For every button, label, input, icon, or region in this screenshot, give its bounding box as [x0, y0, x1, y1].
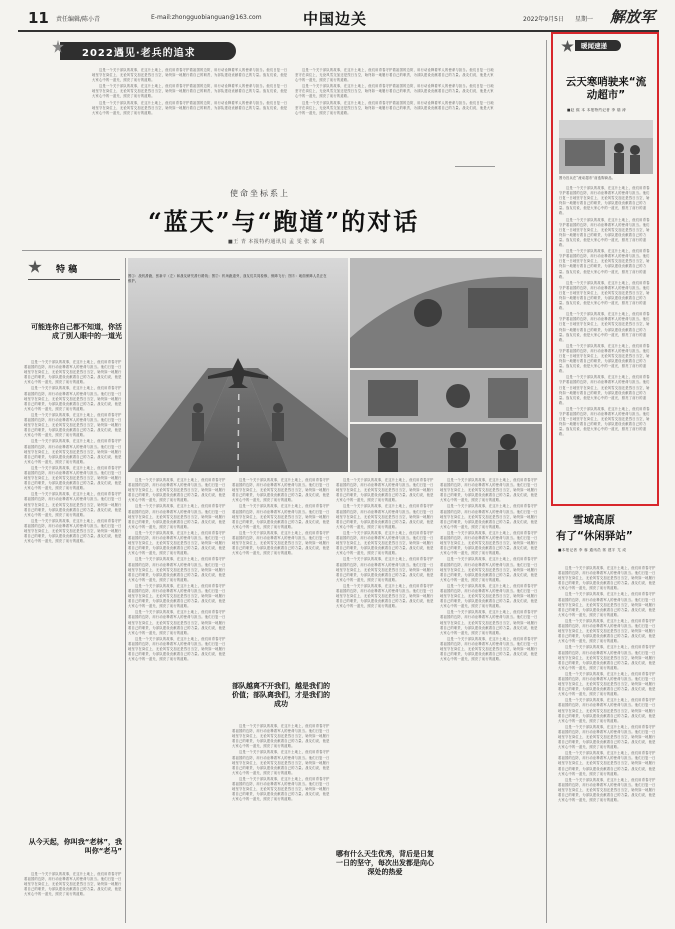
paragraph: 这是一个关于部队的故事，在这片土地上，他们用青春守护着祖国的边防，用行动诠释着军人的使命与担当。他们日复一日地坚守在岗位上，无论风雪交加还是烈日当空，始终如一地履行着自己的职责，为部队建设贡献着自己的力量。战友们说，他是大家心中的一道光，照亮了前行的道路。	[559, 280, 650, 311]
editor-credit: 责任编辑/陈小青	[56, 16, 101, 23]
paragraph: 这是一个关于部队的故事，在这片土地上，他们用青春守护着祖国的边防，用行动诠释着军人的使命与担当。他们日复一日地坚守在岗位上，无论风雪交加还是烈日当空，始终如一地履行着自己的职责，为部队建设贡献着自己的力量。战友们说，他是大家心中的一道光，照亮了前行的道路。	[559, 249, 650, 279]
paragraph: 这是一个关于部队的故事，在这片土地上，他们用青春守护着祖国的边防，用行动诠释着军人的使命与担当。他们日复一日地坚守在岗位上，无论风雪交加还是烈日当空，始终如一地履行着自己的职责，为部队建设贡献着自己的力量。战友们说，他是大家心中的一道光，照亮了前行的道路。	[558, 724, 656, 750]
right-box-label: 暖闻速递	[581, 42, 607, 50]
paragraph: 这是一个关于部队的故事，在这片土地上，他们用青春守护着祖国的边防，用行动诠释着军人的使命与担当。他们日复一日地坚守在岗位上，无论风雪交加还是烈日当空，始终如一地履行着自己的职责，为部队建设贡献着自己的力量。战友们说，他是大家心中的一道光，照亮了前行的道路。	[559, 186, 650, 216]
paragraph: 这是一个关于部队的故事，在这片土地上，他们用青春守护着祖国的边防，用行动诠释着军人的使命与担当。他们日复一日地坚守在岗位上，无论风雪交加还是烈日当空，始终如一地履行着自己的职责，为部队建设贡献着自己的力量。战友们说，他是大家心中的一道光，照亮了前行的道路。	[24, 872, 122, 897]
paragraph: 这是一个关于部队的故事，在这片土地上，他们用青春守护着祖国的边防，用行动诠释着军人的使命与担当。他们日复一日地坚守在岗位上，无论风雪交加还是烈日当空，始终如一地履行着自己的职责，为部队建设贡献着自己的力量。战友们说，他是大家心中的一道光，照亮了前行的道路。	[336, 530, 434, 556]
subhead-1: 可能连你自己都不知道，你活成了别人眼中的一道光	[31, 323, 122, 340]
email: E-mail:zhongguobianguan@163.com	[151, 14, 262, 21]
paper-logo: 解放军	[610, 8, 656, 26]
mid-col-4	[440, 478, 540, 918]
paragraph: 这是一个关于部队的故事，在这片土地上，他们用青春守护着祖国的边防，用行动诠释着军人的使命与担当。他们日复一日地坚守在岗位上，无论风雪交加还是烈日当空，始终如一地履行着自己的职责，为部队建设贡献着自己的力量。战友们说，他是大家心中的一道光，照亮了前行的道路。	[295, 100, 494, 115]
mid-col-1	[128, 478, 226, 918]
mid-col-3	[336, 478, 434, 838]
right-news-box	[551, 32, 659, 506]
paragraph: 这是一个关于部队的故事，在这片土地上，他们用青春守护着祖国的边防，用行动诠释着军人的使命与担当。他们日复一日地坚守在岗位上，无论风雪交加还是烈日当空，始终如一地履行着自己的职责，为部队建设贡献着自己的力量。战友们说，他是大家心中的一道光，照亮了前行的道路。	[336, 557, 434, 582]
paragraph: 这是一个关于部队的故事，在这片土地上，他们用青春守护着祖国的边防，用行动诠释着军人的使命与担当。他们日复一日地坚守在岗位上，无论风雪交加还是烈日当空，始终如一地履行着自己的职责，为部队建设贡献着自己的力量。战友们说，他是大家心中的一道光，照亮了前行的道路。	[440, 583, 538, 609]
paragraph: 这是一个关于部队的故事，在这片土地上，他们用青春守护着祖国的边防，用行动诠释着军人的使命与担当。他们日复一日地坚守在岗位上，无论风雪交加还是烈日当空，始终如一地履行着自己的职责，为部队建设贡献着自己的力量。战友们说，他是大家心中的一道光，照亮了前行的道路。	[24, 439, 122, 464]
paragraph: 这是一个关于部队的故事，在这片土地上，他们用青春守护着祖国的边防，用行动诠释着军人的使命与担当。他们日复一日地坚守在岗位上，无论风雪交加还是烈日当空，始终如一地履行着自己的职责，为部队建设贡献着自己的力量。战友们说，他是大家心中的一道光，照亮了前行的道路。	[558, 671, 656, 697]
paragraph: 这是一个关于部队的故事，在这片土地上，他们用青春守护着祖国的边防，用行动诠释着军人的使命与担当。他们日复一日地坚守在岗位上，无论风雪交加还是烈日当空，始终如一地履行着自己的职责，为部队建设贡献着自己的力量。战友们说，他是大家心中的一道光，照亮了前行的道路。	[128, 636, 226, 662]
section-title: 中国边关	[303, 10, 368, 28]
date: 2022年9月5日	[523, 16, 564, 23]
paragraph: 这是一个关于部队的故事，在这片土地上，他们用青春守护着祖国的边防，用行动诠释着军人的使命与担当。他们日复一日地坚守在岗位上，无论风雪交加还是烈日当空，始终如一地履行着自己的职责，为部队建设贡献着自己的力量。战友们说，他是大家心中的一道光，照亮了前行的道路。	[232, 478, 330, 503]
paragraph: 这是一个关于部队的故事，在这片土地上，他们用青春守护着祖国的边防，用行动诠释着军人的使命与担当。他们日复一日地坚守在岗位上，无论风雪交加还是烈日当空，始终如一地履行着自己的职责，为部队建设贡献着自己的力量。战友们说，他是大家心中的一道光，照亮了前行的道路。	[440, 530, 538, 556]
right-bottom-headline-2: 有了“休闲驿站”	[556, 530, 633, 542]
banner	[60, 42, 236, 60]
right-box-label-bar	[575, 40, 621, 51]
paragraph: 这是一个关于部队的故事，在这片土地上，他们用青春守护着祖国的边防，用行动诠释着军人的使命与担当。他们日复一日地坚守在岗位上，无论风雪交加还是烈日当空，始终如一地履行着自己的职责，为部队建设贡献着自己的力量。战友们说，他是大家心中的一道光，照亮了前行的道路。	[24, 465, 122, 491]
feature-rule	[22, 250, 542, 251]
banner-title: 2022遇见·老兵的追求	[82, 48, 196, 59]
paragraph: 这是一个关于部队的故事，在这片土地上，他们用青春守护着祖国的边防，用行动诠释着军人的使命与担当。他们日复一日地坚守在岗位上，无论风雪交加还是烈日当空，始终如一地履行着自己的职责，为部队建设贡献着自己的力量。战友们说，他是大家心中的一道光，照亮了前行的道路。	[440, 636, 538, 662]
paragraph: 这是一个关于部队的故事，在这片土地上，他们用青春守护着祖国的边防，用行动诠释着军人的使命与担当。他们日复一日地坚守在岗位上，无论风雪交加还是烈日当空，始终如一地履行着自己的职责，为部队建设贡献着自己的力量。战友们说，他是大家心中的一道光，照亮了前行的道路。	[232, 750, 330, 775]
feature-byline: ■王 青 本报特约通讯员 孟 雯 张 家 禹	[228, 239, 325, 245]
paragraph: 这是一个关于部队的故事，在这片土地上，他们用青春守护着祖国的边防，用行动诠释着军人的使命与担当。他们日复一日地坚守在岗位上，无论风雪交加还是烈日当空，始终如一地履行着自己的职责，为部队建设贡献着自己的力量。战友们说，他是大家心中的一道光，照亮了前行的道路。	[440, 504, 538, 529]
paragraph: 这是一个关于部队的故事，在这片土地上，他们用青春守护着祖国的边防，用行动诠释着军人的使命与担当。他们日复一日地坚守在岗位上，无论风雪交加还是烈日当空，始终如一地履行着自己的职责，为部队建设贡献着自己的力量。战友们说，他是大家心中的一道光，照亮了前行的道路。	[295, 68, 494, 83]
special-emblem-icon	[28, 260, 42, 274]
paragraph: 这是一个关于部队的故事，在这片土地上，他们用青春守护着祖国的边防，用行动诠释着军人的使命与担当。他们日复一日地坚守在岗位上，无论风雪交加还是烈日当空，始终如一地履行着自己的职责，为部队建设贡献着自己的力量。战友们说，他是大家心中的一道光，照亮了前行的道路。	[336, 478, 434, 503]
paragraph: 这是一个关于部队的故事，在这片土地上，他们用青春守护着祖国的边防，用行动诠释着军人的使命与担当。他们日复一日地坚守在岗位上，无论风雪交加还是烈日当空，始终如一地履行着自己的职责，为部队建设贡献着自己的力量。战友们说，他是大家心中的一道光，照亮了前行的道路。	[232, 724, 330, 749]
paragraph: 这是一个关于部队的故事，在这片土地上，他们用青春守护着祖国的边防，用行动诠释着军人的使命与担当。他们日复一日地坚守在岗位上，无论风雪交加还是烈日当空，始终如一地履行着自己的职责，为部队建设贡献着自己的力量。战友们说，他是大家心中的一道光，照亮了前行的道路。	[559, 343, 650, 374]
paragraph: 这是一个关于部队的故事，在这片土地上，他们用青春守护着祖国的边防，用行动诠释着军人的使命与担当。他们日复一日地坚守在岗位上，无论风雪交加还是烈日当空，始终如一地履行着自己的职责，为部队建设贡献着自己的力量。战友们说，他是大家心中的一道光，照亮了前行的道路。	[558, 566, 656, 591]
column-divider	[125, 258, 126, 923]
special-rule	[28, 279, 120, 280]
mid-col-2-bottom	[232, 724, 330, 920]
weekday: 星期一	[575, 16, 594, 23]
right-box-emblem-icon	[561, 40, 574, 53]
right-box-byline: ■赵 熙 本 本报特约记者 李 瑞 涛	[567, 108, 627, 112]
paragraph: 这是一个关于部队的故事，在这片土地上，他们用青春守护着祖国的边防，用行动诠释着军人的使命与担当。他们日复一日地坚守在岗位上，无论风雪交加还是烈日当空，始终如一地履行着自己的职责，为部队建设贡献着自己的力量。战友们说，他是大家心中的一道光，照亮了前行的道路。	[336, 504, 434, 529]
paragraph: 这是一个关于部队的故事，在这片土地上，他们用青春守护着祖国的边防，用行动诠释着军人的使命与担当。他们日复一日地坚守在岗位上，无论风雪交加还是烈日当空，始终如一地履行着自己的职责，为部队建设贡献着自己的力量。战友们说，他是大家心中的一道光，照亮了前行的道路。	[128, 557, 226, 582]
paragraph: 这是一个关于部队的故事，在这片土地上，他们用青春守护着祖国的边防，用行动诠释着军人的使命与担当。他们日复一日地坚守在岗位上，无论风雪交加还是烈日当空，始终如一地履行着自己的职责，为部队建设贡献着自己的力量。战友们说，他是大家心中的一道光，照亮了前行的道路。	[128, 478, 226, 503]
right-bottom-headline-1: 雪域高原	[573, 514, 615, 526]
top-article-col-1	[92, 68, 288, 164]
right-bottom-body	[558, 566, 658, 922]
paragraph: 这是一个关于部队的故事，在这片土地上，他们用青春守护着祖国的边防，用行动诠释着军人的使命与担当。他们日复一日地坚守在岗位上，无论风雪交加还是烈日当空，始终如一地履行着自己的职责，为部队建设贡献着自己的力量。战友们说，他是大家心中的一道光，照亮了前行的道路。	[440, 610, 538, 635]
paragraph: 这是一个关于部队的故事，在这片土地上，他们用青春守护着祖国的边防，用行动诠释着军人的使命与担当。他们日复一日地坚守在岗位上，无论风雪交加还是烈日当空，始终如一地履行着自己的职责，为部队建设贡献着自己的力量。战友们说，他是大家心中的一道光，照亮了前行的道路。	[558, 645, 656, 670]
paragraph: 这是一个关于部队的故事，在这片土地上，他们用青春守护着祖国的边防，用行动诠释着军人的使命与担当。他们日复一日地坚守在岗位上，无论风雪交加还是烈日当空，始终如一地履行着自己的职责，为部队建设贡献着自己的力量。战友们说，他是大家心中的一道光，照亮了前行的道路。	[559, 217, 650, 248]
paragraph: 这是一个关于部队的故事，在这片土地上，他们用青春守护着祖国的边防，用行动诠释着军人的使命与担当。他们日复一日地坚守在岗位上，无论风雪交加还是烈日当空，始终如一地履行着自己的职责，为部队建设贡献着自己的力量。战友们说，他是大家心中的一道光，照亮了前行的道路。	[559, 406, 650, 437]
paragraph: 这是一个关于部队的故事，在这片土地上，他们用青春守护着祖国的边防，用行动诠释着军人的使命与担当。他们日复一日地坚守在岗位上，无论风雪交加还是烈日当空，始终如一地履行着自己的职责，为部队建设贡献着自己的力量。战友们说，他是大家心中的一道光，照亮了前行的道路。	[92, 84, 288, 99]
paragraph: 这是一个关于部队的故事，在这片土地上，他们用青春守护着祖国的边防，用行动诠释着军人的使命与担当。他们日复一日地坚守在岗位上，无论风雪交加还是烈日当空，始终如一地履行着自己的职责，为部队建设贡献着自己的力量。战友们说，他是大家心中的一道光，照亮了前行的道路。	[232, 776, 330, 802]
masthead	[8, 6, 668, 28]
right-box-headline: 云天寒哨驶来“流动超市”	[565, 76, 647, 101]
pull-quote-1: 部队越离不开我们，越是我们的价值；部队离我们，才是我们的成功	[232, 682, 330, 708]
photo-collage	[128, 258, 542, 472]
paragraph: 这是一个关于部队的故事，在这片土地上，他们用青春守护着祖国的边防，用行动诠释着军人的使命与担当。他们日复一日地坚守在岗位上，无论风雪交加还是烈日当空，始终如一地履行着自己的职责，为部队建设贡献着自己的力量。战友们说，他是大家心中的一道光，照亮了前行的道路。	[24, 360, 122, 385]
paragraph: 这是一个关于部队的故事，在这片土地上，他们用青春守护着祖国的边防，用行动诠释着军人的使命与担当。他们日复一日地坚守在岗位上，无论风雪交加还是烈日当空，始终如一地履行着自己的职责，为部队建设贡献着自己的力量。战友们说，他是大家心中的一道光，照亮了前行的道路。	[559, 375, 650, 405]
photo-caption: 图①：战机滑跑，张新平（左）和战友研究滑行路线；图②：机场跑道旁，战友们共同检修，保障飞行；图③：地面保障人员正在维护。	[128, 274, 327, 284]
paragraph: 这是一个关于部队的故事，在这片土地上，他们用青春守护着祖国的边防，用行动诠释着军人的使命与担当。他们日复一日地坚守在岗位上，无论风雪交加还是烈日当空，始终如一地履行着自己的职责，为部队建设贡献着自己的力量。战友们说，他是大家心中的一道光，照亮了前行的道路。	[128, 530, 226, 556]
right-box-body	[559, 186, 653, 498]
feature-kicker: 使命坐标系上	[230, 189, 290, 198]
paragraph: 这是一个关于部队的故事，在这片土地上，他们用青春守护着祖国的边防，用行动诠释着军人的使命与担当。他们日复一日地坚守在岗位上，无论风雪交加还是烈日当空，始终如一地履行着自己的职责，为部队建设贡献着自己的力量。战友们说，他是大家心中的一道光，照亮了前行的道路。	[440, 557, 538, 582]
paragraph: 这是一个关于部队的故事，在这片土地上，他们用青春守护着祖国的边防，用行动诠释着军人的使命与担当。他们日复一日地坚守在岗位上，无论风雪交加还是烈日当空，始终如一地履行着自己的职责，为部队建设贡献着自己的力量。战友们说，他是大家心中的一道光，照亮了前行的道路。	[558, 777, 656, 803]
top-article-col-2	[295, 68, 495, 164]
pull-quote-2: 哪有什么天生优秀，背后是日复一日的坚守，每次出发都是向心深处的热爱	[336, 850, 434, 876]
paragraph: 这是一个关于部队的故事，在这片土地上，他们用青春守护着祖国的边防，用行动诠释着军人的使命与担当。他们日复一日地坚守在岗位上，无论风雪交加还是烈日当空，始终如一地履行着自己的职责，为部队建设贡献着自己的力量。战友们说，他是大家心中的一道光，照亮了前行的道路。	[24, 492, 122, 517]
paragraph: 这是一个关于部队的故事，在这片土地上，他们用青春守护着祖国的边防，用行动诠释着军人的使命与担当。他们日复一日地坚守在岗位上，无论风雪交加还是烈日当空，始终如一地履行着自己的职责，为部队建设贡献着自己的力量。战友们说，他是大家心中的一道光，照亮了前行的道路。	[128, 610, 226, 635]
paragraph: 这是一个关于部队的故事，在这片土地上，他们用青春守护着祖国的边防，用行动诠释着军人的使命与担当。他们日复一日地坚守在岗位上，无论风雪交加还是烈日当空，始终如一地履行着自己的职责，为部队建设贡献着自己的力量。战友们说，他是大家心中的一道光，照亮了前行的道路。	[558, 592, 656, 617]
feature-headline: “蓝天”与“跑道”的对话	[148, 207, 420, 236]
subhead-2: 从今天起，你叫我“老林”，我叫你“老马”	[28, 838, 122, 855]
paragraph: 这是一个关于部队的故事，在这片土地上，他们用青春守护着祖国的边防，用行动诠释着军人的使命与担当。他们日复一日地坚守在岗位上，无论风雪交加还是烈日当空，始终如一地履行着自己的职责，为部队建设贡献着自己的力量。战友们说，他是大家心中的一道光，照亮了前行的道路。	[232, 504, 330, 529]
paragraph: 这是一个关于部队的故事，在这片土地上，他们用青春守护着祖国的边防，用行动诠释着军人的使命与担当。他们日复一日地坚守在岗位上，无论风雪交加还是烈日当空，始终如一地履行着自己的职责，为部队建设贡献着自己的力量。战友们说，他是大家心中的一道光，照亮了前行的道路。	[440, 478, 538, 503]
special-label-text: 特 稿	[56, 265, 78, 275]
right-box-photo	[559, 120, 653, 174]
right-bottom-byline: ■本报记者 李 蓉 通讯员 郭 建宇 尤 成	[558, 548, 627, 552]
paragraph: 这是一个关于部队的故事，在这片土地上，他们用青春守护着祖国的边防，用行动诠释着军人的使命与担当。他们日复一日地坚守在岗位上，无论风雪交加还是烈日当空，始终如一地履行着自己的职责，为部队建设贡献着自己的力量。战友们说，他是大家心中的一道光，照亮了前行的道路。	[232, 530, 330, 556]
right-box-photo-caption: 图为官兵在“流动超市”前选购商品。	[559, 176, 616, 180]
paragraph: 这是一个关于部队的故事，在这片土地上，他们用青春守护着祖国的边防，用行动诠释着军人的使命与担当。他们日复一日地坚守在岗位上，无论风雪交加还是烈日当空，始终如一地履行着自己的职责，为部队建设贡献着自己的力量。战友们说，他是大家心中的一道光，照亮了前行的道路。	[24, 386, 122, 411]
paragraph: 这是一个关于部队的故事，在这片土地上，他们用青春守护着祖国的边防，用行动诠释着军人的使命与担当。他们日复一日地坚守在岗位上，无论风雪交加还是烈日当空，始终如一地履行着自己的职责，为部队建设贡献着自己的力量。战友们说，他是大家心中的一道光，照亮了前行的道路。	[24, 518, 122, 544]
paragraph: 这是一个关于部队的故事，在这片土地上，他们用青春守护着祖国的边防，用行动诠释着军人的使命与担当。他们日复一日地坚守在岗位上，无论风雪交加还是烈日当空，始终如一地履行着自己的职责，为部队建设贡献着自己的力量。战友们说，他是大家心中的一道光，照亮了前行的道路。	[559, 312, 650, 342]
photo-collage-image	[128, 258, 542, 472]
special-label	[28, 260, 88, 276]
paragraph: 这是一个关于部队的故事，在这片土地上，他们用青春守护着祖国的边防，用行动诠释着军人的使命与担当。他们日复一日地坚守在岗位上，无论风雪交加还是烈日当空，始终如一地履行着自己的职责，为部队建设贡献着自己的力量。战友们说，他是大家心中的一道光，照亮了前行的道路。	[336, 583, 434, 609]
paragraph: 这是一个关于部队的故事，在这片土地上，他们用青春守护着祖国的边防，用行动诠释着军人的使命与担当。他们日复一日地坚守在岗位上，无论风雪交加还是烈日当空，始终如一地履行着自己的职责，为部队建设贡献着自己的力量。战友们说，他是大家心中的一道光，照亮了前行的道路。	[128, 504, 226, 529]
paragraph: 这是一个关于部队的故事，在这片土地上，他们用青春守护着祖国的边防，用行动诠释着军人的使命与担当。他们日复一日地坚守在岗位上，无论风雪交加还是烈日当空，始终如一地履行着自己的职责，为部队建设贡献着自己的力量。战友们说，他是大家心中的一道光，照亮了前行的道路。	[558, 618, 656, 644]
paragraph: 这是一个关于部队的故事，在这片土地上，他们用青春守护着祖国的边防，用行动诠释着军人的使命与担当。他们日复一日地坚守在岗位上，无论风雪交加还是烈日当空，始终如一地履行着自己的职责，为部队建设贡献着自己的力量。战友们说，他是大家心中的一道光，照亮了前行的道路。	[92, 68, 288, 83]
paragraph: 这是一个关于部队的故事，在这片土地上，他们用青春守护着祖国的边防，用行动诠释着军人的使命与担当。他们日复一日地坚守在岗位上，无论风雪交加还是烈日当空，始终如一地履行着自己的职责，为部队建设贡献着自己的力量。战友们说，他是大家心中的一道光，照亮了前行的道路。	[128, 583, 226, 609]
paragraph: 这是一个关于部队的故事，在这片土地上，他们用青春守护着祖国的边防，用行动诠释着军人的使命与担当。他们日复一日地坚守在岗位上，无论风雪交加还是烈日当空，始终如一地履行着自己的职责，为部队建设贡献着自己的力量。战友们说，他是大家心中的一道光，照亮了前行的道路。	[295, 84, 494, 99]
mid-col-2-top	[232, 478, 330, 678]
signature-block	[455, 166, 495, 171]
paragraph: 这是一个关于部队的故事，在这片土地上，他们用青春守护着祖国的边防，用行动诠释着军人的使命与担当。他们日复一日地坚守在岗位上，无论风雪交加还是烈日当空，始终如一地履行着自己的职责，为部队建设贡献着自己的力量。战友们说，他是大家心中的一道光，照亮了前行的道路。	[558, 698, 656, 723]
left-article-col-bottom	[24, 872, 122, 922]
paragraph: 这是一个关于部队的故事，在这片土地上，他们用青春守护着祖国的边防，用行动诠释着军人的使命与担当。他们日复一日地坚守在岗位上，无论风雪交加还是烈日当空，始终如一地履行着自己的职责，为部队建设贡献着自己的力量。战友们说，他是大家心中的一道光，照亮了前行的道路。	[24, 412, 122, 438]
paragraph: 这是一个关于部队的故事，在这片土地上，他们用青春守护着祖国的边防，用行动诠释着军人的使命与担当。他们日复一日地坚守在岗位上，无论风雪交加还是烈日当空，始终如一地履行着自己的职责，为部队建设贡献着自己的力量。战友们说，他是大家心中的一道光，照亮了前行的道路。	[92, 100, 288, 115]
page-number: 11	[28, 9, 49, 27]
column-divider	[546, 40, 547, 923]
paragraph: 这是一个关于部队的故事，在这片土地上，他们用青春守护着祖国的边防，用行动诠释着军人的使命与担当。他们日复一日地坚守在岗位上，无论风雪交加还是烈日当空，始终如一地履行着自己的职责，为部队建设贡献着自己的力量。战友们说，他是大家心中的一道光，照亮了前行的道路。	[558, 751, 656, 776]
left-article-col	[24, 360, 122, 830]
